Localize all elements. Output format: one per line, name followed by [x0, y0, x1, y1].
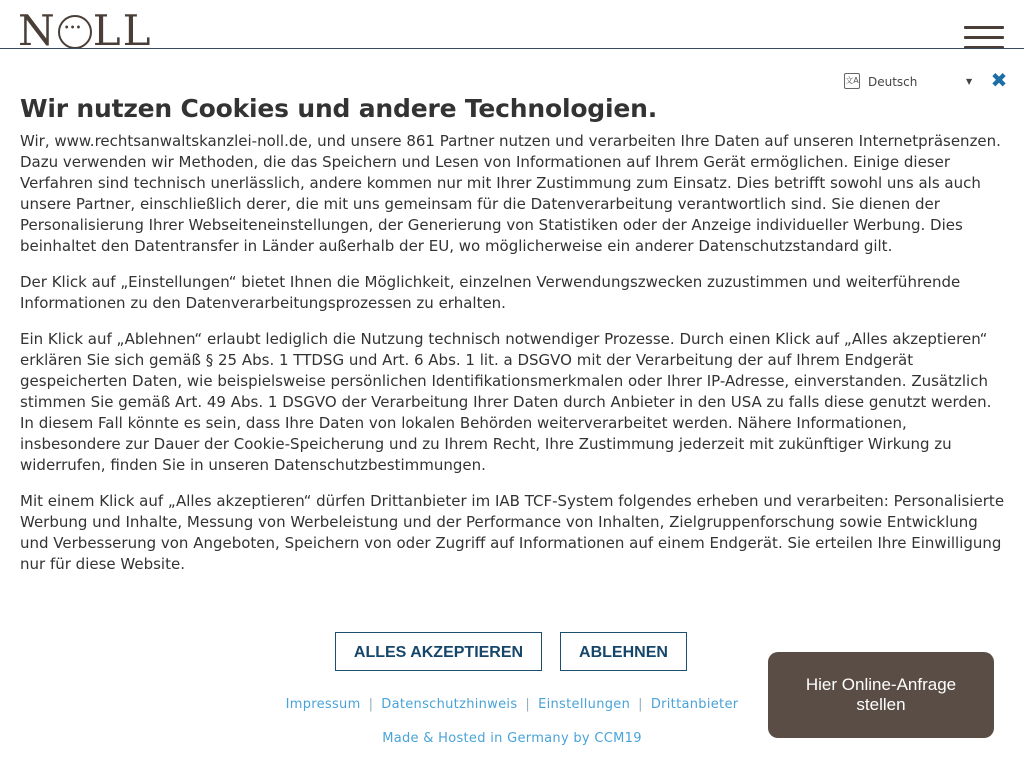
close-icon[interactable]: ✖	[990, 68, 1008, 92]
reject-button[interactable]: ABLEHNEN	[560, 632, 687, 671]
third-party-link[interactable]: Drittanbieter	[650, 697, 739, 712]
hamburger-bar	[964, 36, 1004, 39]
separator: |	[525, 697, 531, 712]
consent-paragraph: Der Klick auf „Einstellungen“ bietet Ihnen die Möglichkeit, einzelnen Verwendungszwecken zuzustimmen und weiterführende Informationen zu den Datenverarbeitungsprozessen zu erhalten.	[20, 273, 961, 312]
made-hosted-note: Made & Hosted in Germany by CCM19	[382, 731, 642, 746]
language-select[interactable]	[844, 73, 976, 91]
consent-paragraph: Mit einem Klick auf „Alles akzeptieren“ dürfen Drittanbieter im IAB TCF-System folgendes erheben und verarbeiten: Personalisierte Werbung und Inhalte, Messung von Werbeleistung und der Performance von Inhalten, Zielgruppenforschung sowie Entwicklung und Verbesserung von Angeboten, Speichern von oder Zugriff auf Informationen auf einem Endgerät. Sie erteilen Ihre Einwilligung nur für diese Website.	[20, 492, 1005, 573]
translate-icon: 文A	[844, 73, 860, 89]
chat-label-line1: Hier Online-Anfrage	[805, 675, 957, 694]
accept-all-button[interactable]: ALLES AKZEPTIEREN	[335, 632, 542, 671]
consent-title: Wir nutzen Cookies und andere Technologien.	[20, 94, 658, 123]
site-header	[0, 0, 1024, 49]
consent-paragraph: Wir, www.rechtsanwaltskanzlei-noll.de, und unsere 861 Partner nutzen und verarbeiten Ihre Daten auf unseren Internetpräsenzen. Dazu verwenden wir Methoden, die das Speichern und Lesen von Informationen auf Ihrem Gerät ermöglichen. Einige dieser Verfahren sind technisch unerlässlich, andere kommen nur mit Ihrer Zustimmung zum Einsatz. Dies betrifft sowohl uns als auch unsere Partner, einschließlich derer, die mit uns gemeinsam für die Datenverarbeitung verantwortlich sind. Sie dienen der Personalisierung Ihrer Webseiteneinstellungen, der Generierung von Statistiken oder der Anzeige individueller Werbung. Dies beinhaltet den Datentransfer in Länder außerhalb der EU, wo möglicherweise ein anderer Datenschutzstandard gilt.	[20, 132, 1001, 255]
site-logo[interactable]: N••• LL	[18, 10, 153, 49]
language-label: Deutsch	[868, 75, 918, 89]
privacy-notice-link[interactable]: Datenschutzhinweis	[381, 697, 518, 712]
impressum-link[interactable]: Impressum	[285, 697, 361, 712]
consent-text	[20, 131, 1010, 590]
chevron-down-icon: ▼	[966, 77, 973, 86]
separator: |	[638, 697, 643, 712]
chat-dots-icon	[58, 15, 92, 49]
hamburger-bar	[964, 26, 1004, 29]
consent-paragraph: Ein Klick auf „Ablehnen“ erlaubt lediglich die Nutzung technisch notwendiger Prozesse. Durch einen Klick auf „Alles akzeptieren“ erklären Sie sich gemäß § 25 Abs. 1 TTDSG und Art. 6 Abs. 1 lit. a DSGVO mit der Verarbeitung der auf Ihrem Endgerät gespeicherten Daten, wie beispielsweise persönlichen Identifikationsmerkmalen oder Ihrer IP-Adresse, einverstanden. Zusätzlich stimmen Sie gemäß Art. 49 Abs. 1 DSGVO der Verarbeitung Ihrer Daten durch Anbieter in den USA zu falls diese genutzt werden. In diesem Fall könnte es sein, dass Ihre Daten von lokalen Behörden weiterverarbeitet werden. Nähere Informationen, insbesondere zur Dauer der Cookie-Speicherung und zu Ihrem Recht, Ihre Zustimmung jederzeit mit zukünftiger Wirkung zu widerrufen, finden Sie in unseren Datenschutzbestimmungen.	[20, 330, 992, 474]
chat-label-line2: stellen	[856, 695, 906, 714]
menu-hamburger-icon[interactable]	[964, 26, 1004, 49]
online-request-button[interactable]	[768, 652, 994, 738]
settings-link[interactable]: Einstellungen	[538, 697, 631, 712]
separator: |	[368, 697, 374, 712]
